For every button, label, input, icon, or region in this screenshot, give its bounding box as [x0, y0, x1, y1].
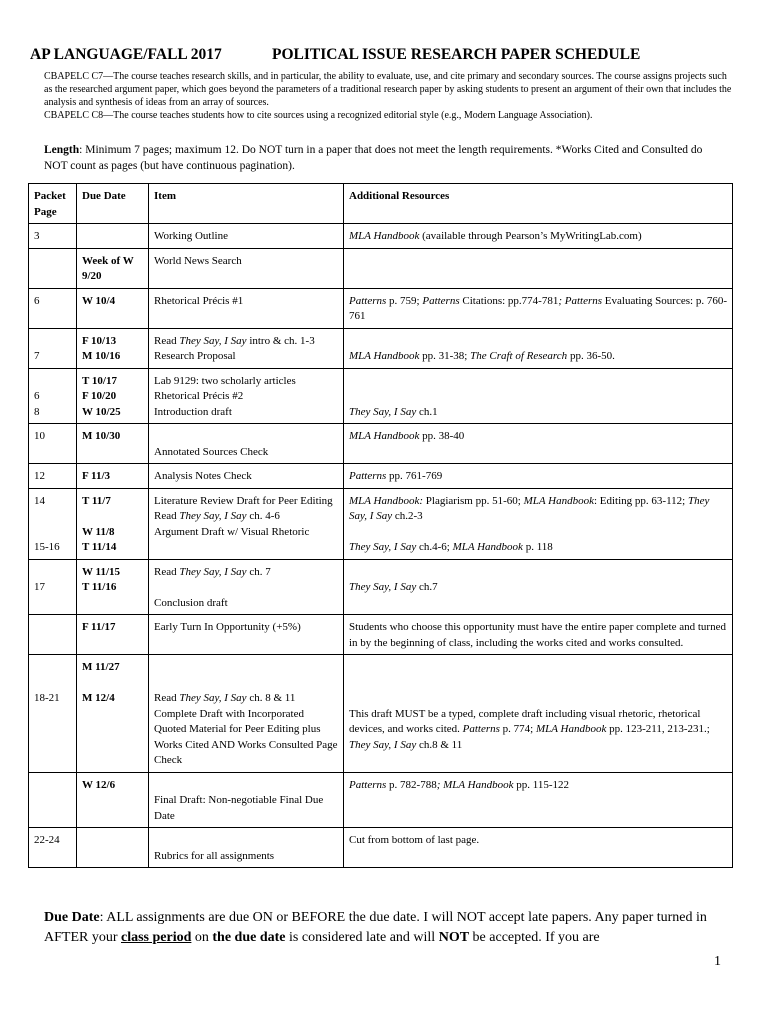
resources-cell — [344, 328, 733, 368]
table-row — [29, 655, 733, 773]
cell-line — [349, 389, 728, 405]
item-cell — [149, 224, 344, 249]
text-segment: Read — [154, 565, 180, 578]
cell-line — [154, 691, 339, 707]
text-segment: Citations: pp.774-781 — [459, 294, 559, 307]
item-cell — [149, 328, 344, 368]
text-segment: Read — [154, 510, 180, 522]
text-segment: Read — [154, 692, 180, 704]
cell-line: F 10/20 — [82, 390, 117, 402]
item-cell — [149, 559, 344, 615]
cell-line: F 11/17 — [82, 621, 116, 633]
cell-line: F 10/13 — [82, 334, 117, 347]
cell-line — [349, 540, 728, 556]
length-requirements — [44, 142, 724, 174]
title-reference: MLA Handbook — [349, 230, 420, 242]
packet-page-cell — [29, 559, 77, 615]
resources-cell — [344, 224, 733, 249]
standard-c8: CBAPELC C8—The course teaches students how to cite sources using a recognized editorial style (e.g., Modern Language Association). — [44, 110, 593, 121]
cell-line: Early Turn In Opportunity (+5%) — [154, 621, 301, 633]
header-additional-resources: Additional Resources — [344, 184, 733, 224]
cell-line: Literature Review Draft for Peer Editing — [154, 494, 333, 507]
cell-line: Working Outline — [154, 230, 228, 242]
cell-line — [349, 229, 728, 245]
cell-line — [349, 334, 728, 350]
item-cell — [149, 772, 344, 828]
class-period-emphasis: class period — [121, 930, 192, 945]
title-reference: MLA Handbook — [349, 430, 420, 442]
cell-line — [349, 294, 728, 325]
cell-line: W 12/6 — [82, 778, 116, 791]
resources-cell — [344, 488, 733, 559]
item-cell — [149, 488, 344, 559]
cell-line — [34, 565, 72, 581]
title-reference: MLA Handbook — [452, 541, 523, 553]
packet-page-cell — [29, 224, 77, 249]
cell-line — [349, 691, 728, 707]
text-segment: pp. 31-38; — [419, 350, 471, 362]
text-segment: ch.8 & 11 — [416, 738, 463, 751]
item-cell — [149, 424, 344, 464]
table-row — [29, 488, 733, 559]
course-title: AP LANGUAGE/FALL 2017 — [30, 46, 222, 63]
text-segment: p. 774; — [499, 723, 536, 735]
packet-page-cell — [29, 368, 77, 424]
cell-line — [34, 660, 72, 676]
cell-line — [34, 525, 72, 541]
resources-cell — [344, 828, 733, 868]
text-segment: Read — [154, 334, 180, 347]
cell-line: 10 — [34, 430, 45, 442]
item-cell — [149, 368, 344, 424]
header-packet-page: Packet Page — [29, 184, 77, 224]
cell-line: 14 — [34, 494, 45, 507]
cell-line: 8 — [34, 405, 40, 418]
due-date-policy — [44, 908, 734, 948]
cell-line — [154, 565, 339, 581]
cell-line: Research Proposal — [154, 350, 236, 362]
resources-cell — [344, 655, 733, 773]
cell-line: 6 — [34, 390, 40, 402]
title-reference: They Say, I Say — [349, 581, 417, 593]
not-emphasis: NOT — [438, 930, 470, 945]
item-cell — [149, 828, 344, 868]
cell-line — [349, 405, 728, 421]
cell-line — [154, 676, 339, 692]
table-row — [29, 559, 733, 615]
table-row — [29, 828, 733, 868]
cell-line: Introduction draft — [154, 405, 232, 418]
cell-line: World News Search — [154, 254, 242, 267]
text-segment: pp. 123-211, 213-231.; — [606, 723, 710, 735]
cell-line — [349, 349, 728, 365]
cell-line: Rubrics for all assignments — [154, 849, 275, 862]
table-row — [29, 248, 733, 288]
title-reference: They Say, I Say — [349, 541, 417, 553]
title-reference: They Say, I Say — [349, 405, 417, 418]
cell-line: 17 — [34, 581, 45, 593]
cell-line: Cut from bottom of last page. — [349, 834, 480, 846]
title-reference: They Say, I Say — [349, 738, 417, 751]
due-date-cell — [77, 464, 149, 489]
table-row — [29, 328, 733, 368]
cell-line: M 11/27 — [82, 661, 120, 673]
table-row — [29, 224, 733, 249]
title-reference: Patterns — [349, 470, 387, 482]
packet-page-cell — [29, 328, 77, 368]
item-cell — [149, 464, 344, 489]
table-row — [29, 772, 733, 828]
policy-text: : ALL assignments are due ON or BEFORE the due date. I will NOT accept late papers. Any paper turned in AFTER your — [44, 910, 707, 945]
cell-line: 3 — [34, 230, 40, 242]
cell-line: 22-24 — [34, 834, 60, 846]
length-text: : Minimum 7 pages; maximum 12. Do NOT turn in a paper that does not meet the length requirements. *Works Cited and Consulted do NOT count as pages (but have continuous pagination). — [44, 144, 703, 172]
cell-line — [154, 429, 339, 445]
cell-line — [154, 580, 339, 596]
cell-line — [349, 525, 728, 541]
due-date-emphasis: the due date — [212, 930, 286, 945]
cell-line — [154, 778, 339, 794]
title-reference: MLA Handbook — [523, 494, 594, 507]
table-row — [29, 615, 733, 655]
cell-line: Lab 9129: two scholarly articles — [154, 374, 296, 387]
title-reference: They Say, I Say — [179, 565, 247, 578]
text-segment: pp. 38-40 — [419, 430, 465, 442]
due-date-label: Due Date — [44, 910, 100, 925]
text-segment: ch.4-6; — [416, 541, 453, 553]
cell-line: W 10/25 — [82, 405, 121, 418]
cell-line — [154, 833, 339, 849]
packet-page-cell — [29, 464, 77, 489]
cell-line — [154, 334, 339, 350]
item-cell — [149, 248, 344, 288]
due-date-cell — [77, 288, 149, 328]
due-date-cell — [77, 224, 149, 249]
cell-line: Analysis Notes Check — [154, 470, 252, 482]
text-segment: Plagiarism pp. 51-60; — [423, 494, 524, 507]
due-date-cell — [77, 559, 149, 615]
table-row — [29, 288, 733, 328]
packet-page-cell — [29, 248, 77, 288]
title-reference: They Say, I Say — [349, 494, 710, 522]
page-number: 1 — [714, 954, 721, 969]
cell-line: Argument Draft w/ Visual Rhetoric — [154, 525, 310, 538]
item-cell — [149, 655, 344, 773]
cell-line: W 11/8 — [82, 525, 115, 538]
schedule-body — [29, 224, 733, 868]
table-row — [29, 424, 733, 464]
text-segment: Evaluating Sources: p. 760-761 — [349, 294, 727, 322]
title-reference: The Craft of Research — [470, 350, 568, 362]
policy-text: be accepted. If you are — [469, 930, 600, 945]
cell-line: M 10/30 — [82, 430, 121, 442]
cell-line: T 11/14 — [82, 541, 117, 553]
due-date-cell — [77, 772, 149, 828]
cell-line: W 10/4 — [82, 294, 116, 307]
resources-cell — [344, 368, 733, 424]
text-segment: ch.2-3 — [392, 510, 423, 522]
text-segment: pp. 36-50. — [567, 350, 615, 362]
cell-line — [82, 676, 144, 692]
cell-line — [349, 374, 728, 390]
cell-line: Students who choose this opportunity must have the entire paper complete and turned in by the beginning of class, including the works cited and works consulted. — [349, 621, 726, 649]
text-segment: pp. 761-769 — [386, 470, 443, 482]
policy-text: is considered late and will — [285, 930, 439, 945]
cell-line — [349, 580, 728, 596]
page-title — [30, 46, 641, 64]
table-header-row — [29, 184, 733, 224]
due-date-cell — [77, 828, 149, 868]
length-label: Length — [44, 144, 80, 156]
cell-line: T 11/16 — [82, 581, 117, 593]
table-row — [29, 368, 733, 424]
packet-page-cell — [29, 615, 77, 655]
cell-line: Rhetorical Précis #2 — [154, 390, 244, 402]
cell-line: Conclusion draft — [154, 596, 228, 609]
cell-line — [349, 676, 728, 692]
title-reference: MLA Handbook — [535, 723, 607, 735]
header-due-date: Due Date — [77, 184, 149, 224]
due-date-cell — [77, 424, 149, 464]
item-cell — [149, 615, 344, 655]
resources-cell — [344, 772, 733, 828]
cell-line: 18-21 — [34, 692, 60, 704]
text-segment: ch. 8 & 11 — [246, 692, 296, 704]
title-reference: ; Patterns — [558, 294, 603, 307]
packet-page-cell — [29, 772, 77, 828]
cell-line — [349, 660, 728, 676]
text-segment: ch.7 — [416, 581, 438, 593]
cell-line: T 11/7 — [82, 494, 111, 507]
title-reference: Patterns — [422, 294, 460, 307]
cell-line — [154, 660, 339, 676]
cell-line: 12 — [34, 470, 45, 482]
cell-line: Week of W 9/20 — [82, 254, 134, 282]
packet-page-cell — [29, 655, 77, 773]
due-date-cell — [77, 248, 149, 288]
due-date-cell — [77, 615, 149, 655]
cell-line — [34, 334, 72, 350]
text-segment: intro & ch. 1-3 — [246, 334, 315, 347]
cell-line — [154, 509, 339, 525]
cell-line: 6 — [34, 294, 40, 307]
cell-line: M 12/4 — [82, 692, 115, 704]
cell-line: Rhetorical Précis #1 — [154, 294, 244, 307]
table-row — [29, 464, 733, 489]
cell-line: Annotated Sources Check — [154, 445, 269, 458]
cell-line — [82, 509, 144, 525]
text-segment: p. 759; — [386, 294, 423, 307]
text-segment: ch. 7 — [246, 565, 271, 578]
cell-line: W 11/15 — [82, 565, 121, 578]
cell-line — [349, 429, 728, 445]
text-segment: p. 782-788 — [386, 778, 437, 791]
text-segment: This draft MUST be a typed, complete draft including visual rhetoric, rhetorical devices, and works cited. — [349, 707, 701, 735]
cell-line — [349, 778, 728, 794]
title-reference: ; MLA Handbook — [436, 778, 514, 791]
title-reference: Patterns — [349, 778, 387, 791]
due-date-cell — [77, 368, 149, 424]
resources-cell — [344, 424, 733, 464]
item-cell — [149, 288, 344, 328]
header-item: Item — [149, 184, 344, 224]
text-segment: ch. 4-6 — [246, 510, 280, 522]
cell-line — [349, 565, 728, 581]
text-segment: (available through Pearson’s MyWritingLab.com) — [419, 230, 642, 242]
packet-page-cell — [29, 488, 77, 559]
resources-cell — [344, 559, 733, 615]
cell-line — [349, 707, 728, 754]
resources-cell — [344, 248, 733, 288]
due-date-cell — [77, 655, 149, 773]
cell-line: T 10/17 — [82, 374, 117, 387]
cell-line — [34, 374, 72, 390]
policy-text: on — [191, 930, 213, 945]
title-reference: Patterns — [349, 294, 387, 307]
schedule-title: POLITICAL ISSUE RESEARCH PAPER SCHEDULE — [272, 46, 641, 63]
text-segment: pp. 115-122 — [513, 778, 570, 791]
schedule-table — [28, 183, 733, 868]
cell-line: 15-16 — [34, 541, 60, 553]
cell-line — [34, 509, 72, 525]
cell-line: F 11/3 — [82, 470, 111, 482]
due-date-cell — [77, 328, 149, 368]
cell-line — [349, 469, 728, 485]
packet-page-cell — [29, 288, 77, 328]
standard-c7: CBAPELC C7—The course teaches research skills, and in particular, the ability to evaluate, use, and cite primary and secondary sources. The course assigns projects such as the researched argument paper, which goes beyond the parameters of a traditional research paper by asking students to present an argument of their own that includes the analysis and synthesis of ideas from an array of sources. — [44, 71, 732, 108]
packet-page-cell — [29, 424, 77, 464]
cell-line: Final Draft: Non-negotiable Final Due Date — [154, 794, 324, 822]
standards-block — [44, 70, 734, 122]
text-segment: ch.1 — [416, 405, 438, 418]
due-date-cell — [77, 488, 149, 559]
packet-page-cell — [29, 828, 77, 868]
cell-line — [34, 676, 72, 692]
title-reference: Patterns — [462, 723, 500, 735]
title-reference: They Say, I Say — [179, 692, 247, 704]
text-segment: : Editing pp. 63-112; — [593, 494, 688, 507]
title-reference: MLA Handbook — [349, 350, 420, 362]
title-reference: They Say, I Say — [179, 334, 247, 347]
cell-line — [349, 494, 728, 525]
title-reference: MLA Handbook: — [349, 494, 424, 507]
resources-cell — [344, 615, 733, 655]
title-reference: They Say, I Say — [179, 510, 247, 522]
cell-line: M 10/16 — [82, 350, 121, 362]
resources-cell — [344, 464, 733, 489]
cell-line: Complete Draft with Incorporated Quoted Material for Peer Editing plus Works Cited AND Works Consulted Page Check — [154, 707, 338, 766]
resources-cell — [344, 288, 733, 328]
text-segment: p. 118 — [522, 541, 553, 553]
cell-line: 7 — [34, 350, 40, 362]
